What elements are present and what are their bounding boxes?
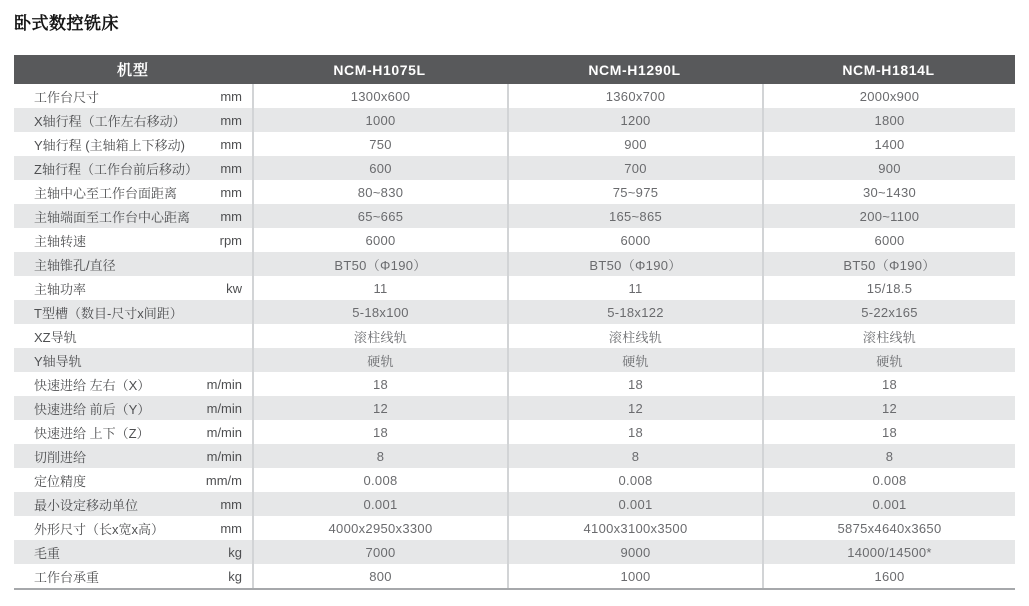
- table-row: [14, 396, 1015, 420]
- row-label-cell: [14, 540, 252, 564]
- row-label-cell: [14, 108, 252, 132]
- row-value: 1000: [507, 564, 762, 588]
- row-value: 5875x4640x3650: [762, 516, 1015, 540]
- row-label: 主轴锥孔/直径: [34, 257, 116, 273]
- row-label: XZ导轨: [34, 329, 77, 345]
- row-label-cell: [14, 276, 252, 300]
- row-value: 9000: [507, 540, 762, 564]
- row-label: 最小设定移动单位: [34, 497, 139, 513]
- row-value: 12: [507, 396, 762, 420]
- row-value: 0.008: [762, 468, 1015, 492]
- row-value: 8: [507, 444, 762, 468]
- row-label-cell: [14, 156, 252, 180]
- table-row: [14, 252, 1015, 276]
- row-value: 硬轨: [762, 348, 1015, 372]
- header-model-2: NCM-H1290L: [588, 61, 681, 78]
- row-unit: kg: [228, 568, 242, 584]
- row-label: 主轴中心至工作台面距离: [34, 185, 178, 201]
- row-value: 18: [762, 420, 1015, 444]
- row-unit: m/min: [206, 376, 242, 392]
- row-label-cell: [14, 300, 252, 324]
- row-value: 5-18x122: [507, 300, 762, 324]
- row-label-cell: [14, 564, 252, 588]
- row-label: Y轴导轨: [34, 353, 82, 369]
- row-label: 快速进给 左右（X）: [34, 377, 151, 393]
- row-label: T型槽（数目-尺寸x间距）: [34, 305, 183, 321]
- table-row: [14, 420, 1015, 444]
- row-value: 11: [507, 276, 762, 300]
- row-value: 硬轨: [252, 348, 507, 372]
- row-label-cell: [14, 420, 252, 444]
- table-row: [14, 372, 1015, 396]
- row-value: 6000: [252, 228, 507, 252]
- table-row: [14, 132, 1015, 156]
- row-value: 8: [762, 444, 1015, 468]
- row-label-cell: [14, 204, 252, 228]
- row-value: 滚柱线轨: [762, 324, 1015, 348]
- row-label-cell: [14, 132, 252, 156]
- row-unit: mm: [220, 496, 242, 512]
- row-unit: mm: [220, 208, 242, 224]
- row-value: 硬轨: [507, 348, 762, 372]
- spec-table: [14, 55, 1015, 590]
- row-unit: rpm: [219, 232, 242, 248]
- row-value: 12: [252, 396, 507, 420]
- row-value: 800: [252, 564, 507, 588]
- row-value: 4100x3100x3500: [507, 516, 762, 540]
- row-unit: mm: [220, 136, 242, 152]
- row-value: 18: [507, 372, 762, 396]
- row-label: 快速进给 前后（Y）: [34, 401, 151, 417]
- table-row: [14, 444, 1015, 468]
- row-value: 6000: [762, 228, 1015, 252]
- row-value: 4000x2950x3300: [252, 516, 507, 540]
- row-label-cell: [14, 252, 252, 276]
- row-label-cell: [14, 444, 252, 468]
- row-unit: mm: [220, 112, 242, 128]
- row-unit: m/min: [206, 424, 242, 440]
- table-row: [14, 228, 1015, 252]
- row-label-cell: [14, 324, 252, 348]
- table-row: [14, 324, 1015, 348]
- row-value: 18: [252, 372, 507, 396]
- row-label: 外形尺寸（长x宽x高）: [34, 521, 165, 537]
- row-value: 1800: [762, 108, 1015, 132]
- row-label: Y轴行程 (主轴箱上下移动): [34, 137, 185, 153]
- row-label: X轴行程（工作左右移动）: [34, 113, 186, 129]
- row-value: 900: [507, 132, 762, 156]
- table-row: [14, 564, 1015, 588]
- table-row: [14, 540, 1015, 564]
- row-value: 1200: [507, 108, 762, 132]
- row-label: 毛重: [34, 545, 61, 561]
- row-value: 900: [762, 156, 1015, 180]
- row-label: Z轴行程（工作台前后移动）: [34, 161, 198, 177]
- row-value: 65~665: [252, 204, 507, 228]
- row-value: 75~975: [507, 180, 762, 204]
- row-value: 165~865: [507, 204, 762, 228]
- row-unit: m/min: [206, 448, 242, 464]
- row-value: 滚柱线轨: [507, 324, 762, 348]
- row-unit: kw: [226, 280, 242, 296]
- table-body: [14, 84, 1015, 590]
- row-value: 2000x900: [762, 84, 1015, 108]
- row-value: 11: [252, 276, 507, 300]
- row-value: 5-18x100: [252, 300, 507, 324]
- row-value: 0.008: [252, 468, 507, 492]
- row-value: 0.001: [252, 492, 507, 516]
- row-label: 主轴端面至工作台中心距离: [34, 209, 191, 225]
- row-label: 主轴转速: [34, 233, 87, 249]
- row-value: BT50（Φ190）: [762, 252, 1015, 276]
- table-header-row: [14, 55, 1015, 84]
- row-label: 工作台尺寸: [34, 89, 100, 105]
- row-label-cell: [14, 468, 252, 492]
- row-label-cell: [14, 516, 252, 540]
- row-value: 750: [252, 132, 507, 156]
- row-value: 6000: [507, 228, 762, 252]
- row-value: 7000: [252, 540, 507, 564]
- table-row: [14, 180, 1015, 204]
- row-label: 工作台承重: [34, 569, 100, 585]
- row-label-cell: [14, 372, 252, 396]
- header-model-3: NCM-H1814L: [842, 61, 935, 78]
- table-row: [14, 468, 1015, 492]
- header-machine-type: 机型: [116, 62, 149, 79]
- row-label-cell: [14, 348, 252, 372]
- row-unit: kg: [228, 544, 242, 560]
- table-row: [14, 300, 1015, 324]
- row-value: 8: [252, 444, 507, 468]
- row-value: 700: [507, 156, 762, 180]
- row-value: 5-22x165: [762, 300, 1015, 324]
- table-row: [14, 348, 1015, 372]
- table-row: [14, 156, 1015, 180]
- row-label-cell: [14, 84, 252, 108]
- row-value: 0.001: [762, 492, 1015, 516]
- row-label-cell: [14, 228, 252, 252]
- table-row: [14, 276, 1015, 300]
- row-value: 15/18.5: [762, 276, 1015, 300]
- row-label: 快速进给 上下（Z）: [34, 425, 150, 441]
- row-label: 定位精度: [34, 473, 87, 489]
- row-label-cell: [14, 396, 252, 420]
- row-value: 1300x600: [252, 84, 507, 108]
- row-unit: mm: [220, 520, 242, 536]
- row-value: 0.008: [507, 468, 762, 492]
- row-unit: mm: [220, 88, 242, 104]
- row-value: 18: [507, 420, 762, 444]
- table-row: [14, 204, 1015, 228]
- row-value: 滚柱线轨: [252, 324, 507, 348]
- row-value: 1600: [762, 564, 1015, 588]
- row-value: 18: [762, 372, 1015, 396]
- row-value: 30~1430: [762, 180, 1015, 204]
- row-unit: mm/m: [205, 472, 242, 488]
- page-title: 卧式数控铣床: [14, 14, 119, 33]
- row-value: BT50（Φ190）: [252, 252, 507, 276]
- row-value: 1400: [762, 132, 1015, 156]
- row-value: 600: [252, 156, 507, 180]
- row-value: 200~1100: [762, 204, 1015, 228]
- row-label-cell: [14, 180, 252, 204]
- row-unit: m/min: [206, 400, 242, 416]
- row-unit: mm: [220, 184, 242, 200]
- table-row: [14, 492, 1015, 516]
- row-value: 14000/14500*: [762, 540, 1015, 564]
- row-value: 12: [762, 396, 1015, 420]
- row-value: 1000: [252, 108, 507, 132]
- table-row: [14, 516, 1015, 540]
- row-unit: mm: [220, 160, 242, 176]
- row-label-cell: [14, 492, 252, 516]
- row-value: BT50（Φ190）: [507, 252, 762, 276]
- row-value: 18: [252, 420, 507, 444]
- row-label: 切削进给: [34, 449, 87, 465]
- row-value: 1360x700: [507, 84, 762, 108]
- header-model-1: NCM-H1075L: [333, 61, 426, 78]
- table-row: [14, 108, 1015, 132]
- row-value: 0.001: [507, 492, 762, 516]
- row-value: 80~830: [252, 180, 507, 204]
- row-label: 主轴功率: [34, 281, 87, 297]
- table-row: [14, 84, 1015, 108]
